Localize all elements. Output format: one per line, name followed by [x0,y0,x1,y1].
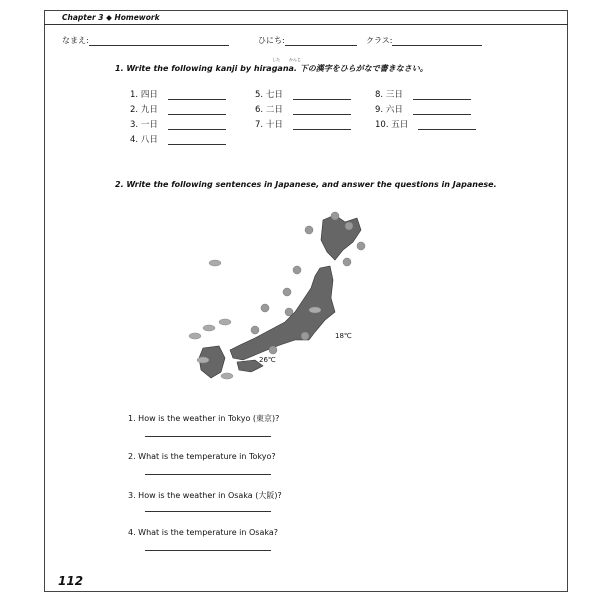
date-field[interactable] [258,35,357,46]
class-line [392,36,482,46]
class-field[interactable] [366,35,482,46]
name-line [89,36,229,46]
kanji-item[interactable]: 6. 二日 [255,103,351,115]
question-item: 3. How is the weather in Osaka (大阪)? [128,491,282,500]
kanji-item[interactable]: 2. 九日 [130,103,226,115]
question-item: 1. How is the weather in Tokyo (東京)? [128,414,280,423]
answer-line[interactable] [145,436,271,437]
chapter-header: Chapter 3 ◆ Homework [62,13,160,22]
kanji-item[interactable]: 7. 十日 [255,118,351,130]
kanji-item[interactable]: 9. 六日 [375,103,471,115]
question-item: 2. What is the temperature in Tokyo? [128,452,276,461]
japan-map-svg [185,200,375,380]
answer-line[interactable] [145,474,271,475]
header-divider [44,24,568,25]
q2-heading: 2. Write the following sentences in Japanese, and answer the questions in Japanese. [115,180,497,189]
tokyo-temp: 18℃ [335,332,352,340]
date-label: ひにち: [258,36,285,45]
honshu-shape [230,266,335,360]
name-field[interactable] [62,35,229,46]
name-label: なまえ: [62,36,89,45]
question-item: 4. What is the temperature in Osaka? [128,528,279,537]
answer-line[interactable] [145,550,271,551]
kanji-item[interactable]: 4. 八日 [130,133,226,145]
q1-heading: 1. Write the following kanji by hiragana. 下の漢字をひらがなで書きなさい。 [115,64,428,73]
date-line [285,36,357,46]
hokkaido-shape [321,215,361,260]
class-label: クラス: [366,36,393,45]
kanji-item[interactable]: 10. 五日 [375,118,476,130]
furigana-shita: した [272,57,280,62]
japan-weather-map [185,200,375,380]
kanji-item[interactable]: 5. 七日 [255,88,351,100]
page-number: 112 [58,574,84,588]
kanji-item[interactable]: 3. 一日 [130,118,226,130]
answer-line[interactable] [145,511,271,512]
kanji-item[interactable]: 8. 三日 [375,88,471,100]
kanji-item[interactable]: 1. 四日 [130,88,226,100]
furigana-kanji: かんじ [289,57,301,62]
osaka-temp: 26℃ [259,356,276,364]
